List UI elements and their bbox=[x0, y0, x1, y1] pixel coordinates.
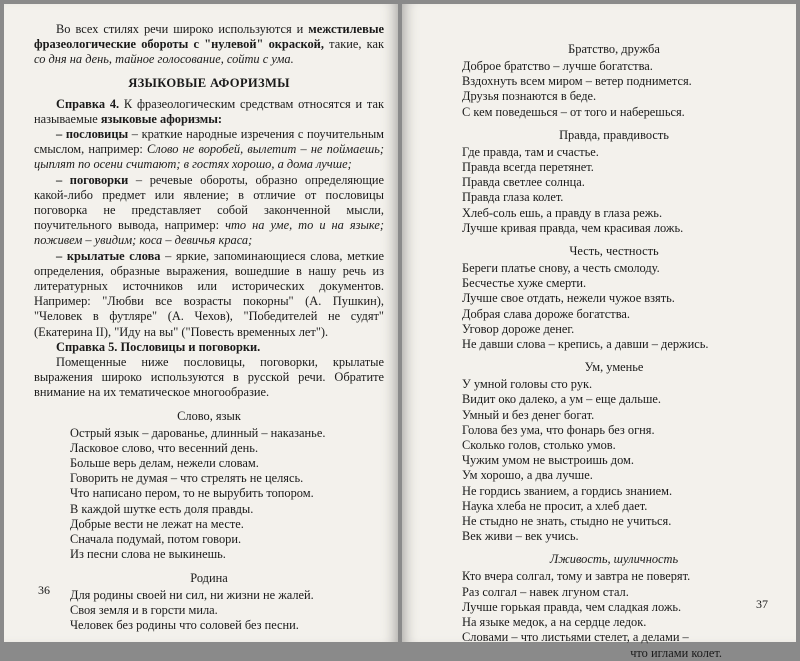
note-4: Справка 4. К фразеологическим средствам относятся и так называемые языковые афоризмы: bbox=[34, 96, 384, 126]
proverb-section-title: Слово, язык bbox=[177, 408, 241, 423]
proverb-line: Острый язык – дарованье, длинный – наказанье. bbox=[70, 425, 326, 440]
proverb-line: Добрые вести не лежат на месте. bbox=[70, 516, 244, 531]
page-number: 36 bbox=[38, 583, 50, 597]
proverb-line: Друзья познаются в беде. bbox=[462, 89, 597, 104]
proverb-line: Сколько голов, столько умов. bbox=[462, 438, 616, 453]
proverb-line: Бесчестье хуже смерти. bbox=[462, 276, 587, 291]
right-page bbox=[402, 4, 796, 660]
proverb-line: Добрая слава дороже богатства. bbox=[462, 306, 631, 321]
proverb-line: Раз солгал – навек лгуном стал. bbox=[462, 584, 629, 599]
proverb-line: Ум хорошо, а два лучше. bbox=[462, 468, 593, 483]
proverb-line: Правда светлее солнца. bbox=[462, 175, 585, 190]
proverb-line: Лучше кривая правда, чем красивая ложь. bbox=[462, 220, 684, 235]
definition-pogovorki: – поговорки – речевые обороты, образно определяющие какой-либо предмет или явление; в отличие от пословицы поговорка не представляет собой законченной мысли, поучительного вывода, например: что на уме, то и на языке; поживем – увидим; коса – девичья краса; bbox=[34, 172, 385, 248]
proverb-line: Чужим умом не выстроишь дом. bbox=[462, 453, 634, 468]
note-5-text: Помещенные ниже пословицы, поговорки, крылатые выражения широко используются в русской речи. Обратите внимание на их тематическое многообразие. bbox=[34, 355, 384, 400]
proverb-section-title: Честь, честность bbox=[569, 244, 659, 259]
proverb-line: Где правда, там и счастье. bbox=[462, 144, 599, 159]
section-heading: ЯЗЫКОВЫЕ АФОРИЗМЫ bbox=[128, 75, 290, 90]
left-page bbox=[4, 4, 398, 642]
note-5-label: Справка 5. Пословицы и поговорки. bbox=[56, 339, 261, 354]
proverb-line: В каждой шутке есть доля правды. bbox=[70, 501, 254, 516]
proverb-line: Уговор дороже денег. bbox=[462, 321, 575, 336]
left-proverb-sections bbox=[34, 409, 384, 633]
proverb-line: На языке медок, а на сердце ледок. bbox=[462, 615, 647, 630]
proverb-line: Береги платье снову, а честь смолоду. bbox=[462, 261, 660, 276]
proverb-section-title: Родина bbox=[190, 570, 228, 585]
proverb-line: Правда всегда перетянет. bbox=[462, 160, 594, 175]
definition-krylatye: – крылатые слова – яркие, запоминающиеся слова, меткие определения, образные выражения, вошедшие в нашу речь из литературных источников или исторических документов. Например: "Любви все возрасты покорны" (А. Пушкин), "Человек в футляре" (А. Чехов), "Победителей не судят" (Екатерина II), "Иду на вы" ("Повесть временных лет"). bbox=[34, 248, 384, 339]
proverb-line: Век живи – век учись. bbox=[462, 529, 579, 544]
proverb-section-title: Лживость, шуличность bbox=[549, 552, 679, 567]
proverb-section-title: Правда, правдивость bbox=[559, 127, 669, 142]
proverb-line: Голова без ума, что фонарь без огня. bbox=[462, 422, 655, 437]
proverb-line: Не стыдно не знать, стыдно не учиться. bbox=[462, 514, 672, 529]
proverb-line: Для родины своей ни сил, ни жизни не жалей. bbox=[70, 587, 314, 602]
proverb-line: Из песни слова не выкинешь. bbox=[70, 547, 226, 562]
proverb-line: Человек без родины что соловей без песни. bbox=[70, 617, 299, 632]
proverb-line: Своя земля и в горсти мила. bbox=[70, 602, 218, 617]
proverb-line: Кто вчера солгал, тому и завтра не поверят. bbox=[462, 569, 691, 584]
right-proverb-sections bbox=[462, 42, 766, 661]
proverb-line: Что написано пером, то не вырубить топором. bbox=[70, 486, 314, 501]
proverb-line: Хлеб-соль ешь, а правду в глаза режь. bbox=[462, 205, 663, 220]
proverb-line: Словами – что листьями стелет, а делами – bbox=[462, 630, 689, 645]
intro-paragraph: Во всех стилях речи широко используются и межстилевые фразеологические обороты с "нулевой" окраской, такие, как со дня на день, тайное голосование, сойти с ума. bbox=[34, 22, 384, 67]
proverb-line: Сначала подумай, потом говори. bbox=[70, 532, 242, 547]
proverb-section-title: Ум, уменье bbox=[584, 360, 644, 375]
proverb-line: У умной головы сто рук. bbox=[462, 377, 593, 392]
definition-poslovitsy: – пословицы – краткие народные изречения с поучительным смыслом, например: Слово не воробей, вылетит – не поймаешь; цыплят по осени считают; в гостях хорошо, а дома лучше; bbox=[34, 127, 384, 172]
proverb-line-continuation: что иглами колет. bbox=[630, 645, 722, 660]
proverb-line: Видит око далеко, а ум – еще дальше. bbox=[462, 392, 661, 407]
proverb-line: Ласковое слово, что весенний день. bbox=[70, 440, 259, 455]
proverb-line: Не гордись званием, а гордись знанием. bbox=[462, 483, 673, 498]
proverb-line: Больше верь делам, нежели словам. bbox=[70, 456, 259, 471]
proverb-line: Не давши слова – крепись, а давши – держись. bbox=[462, 337, 709, 352]
proverb-line: Наука хлеба не просит, а хлеб дает. bbox=[462, 498, 648, 513]
proverb-line: Лучше свое отдать, нежели чужое взять. bbox=[462, 291, 675, 306]
proverb-line: Правда глаза колет. bbox=[462, 190, 564, 205]
proverb-line: С кем поведешься – от того и наберешься. bbox=[462, 104, 685, 119]
proverb-line: Вздохнуть всем миром – ветер поднимется. bbox=[462, 74, 692, 89]
page-number: 37 bbox=[756, 597, 768, 611]
proverb-section-title: Братство, дружба bbox=[568, 42, 660, 56]
proverb-line: Лучше горькая правда, чем сладкая ложь. bbox=[462, 599, 682, 614]
proverb-line: Умный и без денег богат. bbox=[462, 407, 595, 422]
proverb-line: Доброе братство – лучше богатства. bbox=[462, 59, 653, 73]
proverb-line: Говорить не думая – что стрелять не целясь. bbox=[70, 471, 304, 486]
